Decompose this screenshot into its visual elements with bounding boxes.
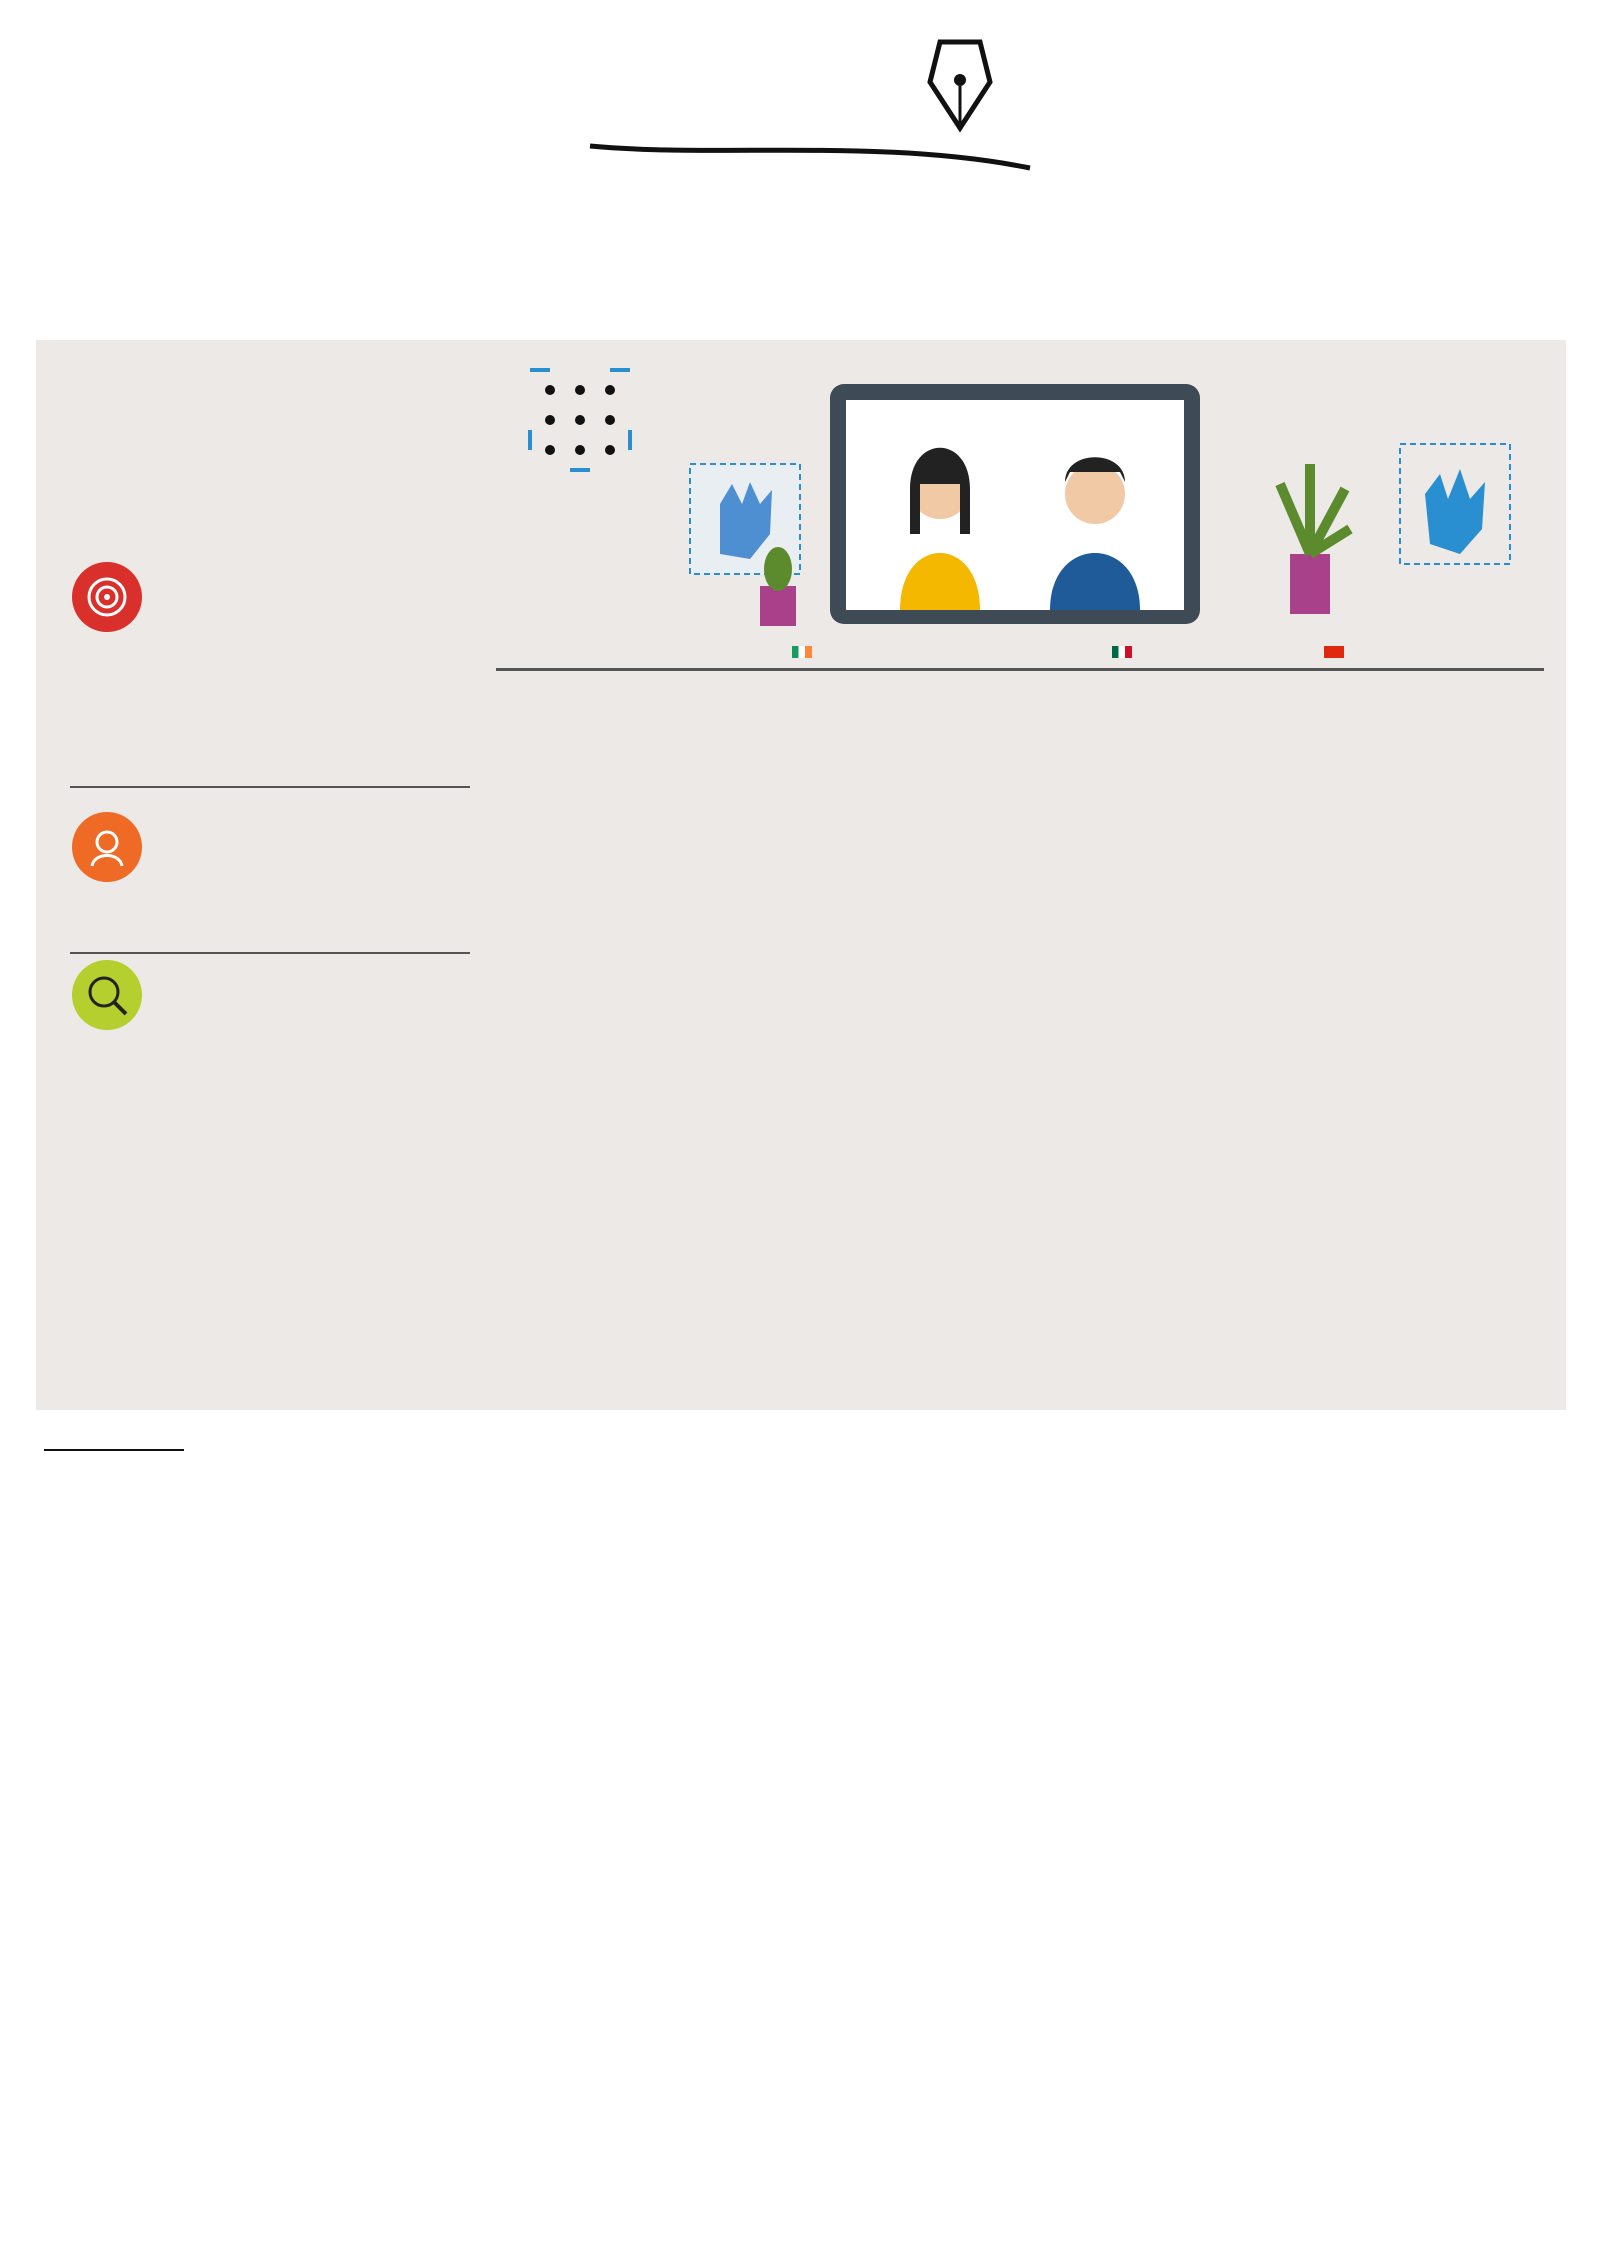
- divider: [70, 786, 470, 788]
- mexico-flag-icon: [1112, 646, 1132, 658]
- grid-pattern-icon: [530, 370, 630, 470]
- laptop-icon: [830, 384, 1200, 624]
- column-ireland: [792, 644, 820, 661]
- comparison-header: [496, 640, 1544, 671]
- column-mexico: [1112, 644, 1140, 661]
- ireland-flag-icon: [792, 646, 812, 658]
- face-scan-icon: [72, 812, 142, 882]
- hand-scan-icon-2: [1400, 444, 1510, 564]
- ranking-subtitle: [58, 414, 478, 430]
- pen-nib-icon: [560, 18, 1060, 178]
- plant-icon: [1280, 464, 1350, 614]
- fingerprint-search-icon: [72, 960, 142, 1030]
- masthead-logo: [560, 18, 1060, 178]
- biometric-illustration: [520, 364, 1550, 644]
- china-flag-icon: [1324, 646, 1344, 658]
- author-byline: [44, 1444, 184, 1451]
- fingerprint-icon: [72, 562, 142, 632]
- column-china: [1324, 644, 1352, 661]
- article-column-1: [42, 1490, 406, 1494]
- divider: [70, 952, 470, 954]
